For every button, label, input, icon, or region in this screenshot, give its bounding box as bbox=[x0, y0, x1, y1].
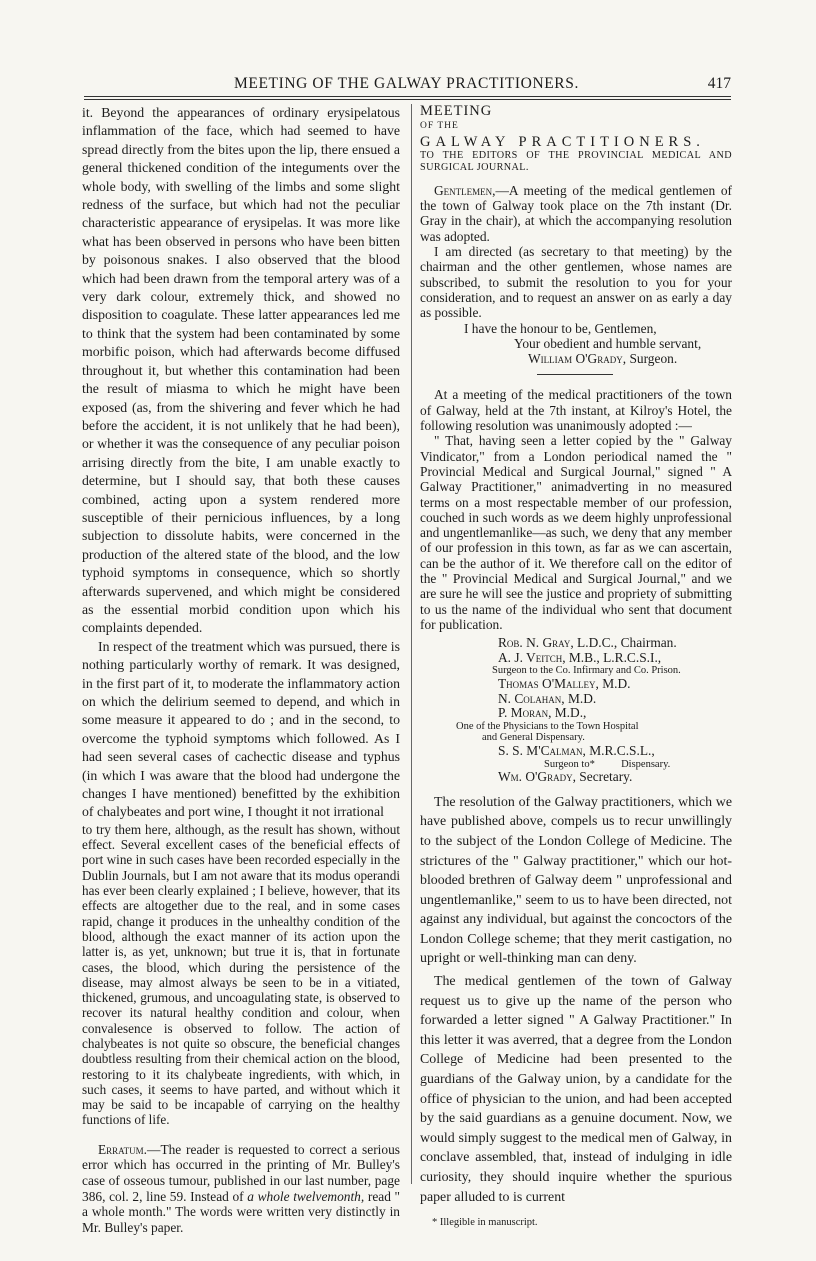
signatory-6-title: M.R.C.S.L., bbox=[585, 742, 655, 758]
letter-p1-text: —A meeting of the medical gentlemen of the town of Galway took place on the 7th instant (Dr. Gray in the chair), at which the accompanying resolution was adopted. bbox=[420, 182, 732, 244]
signatory-7-title: Secretary. bbox=[575, 769, 633, 785]
letter-close-2: Your obedient and humble servant, bbox=[514, 335, 702, 351]
signatory-5-role-1: One of the Physicians to the Town Hospital bbox=[456, 720, 639, 732]
signatory-4-title: M.D. bbox=[564, 690, 597, 706]
letter-paragraph-2: I am directed (as secretary to that meeting) by the chairman and the other gentlemen, whose names are subscribed, to submit the resolution to you for your consideration, and to request an answer on as early a day as possible. bbox=[420, 244, 732, 321]
left-column bbox=[82, 104, 400, 1235]
signatory-6 bbox=[420, 744, 732, 759]
signatory-1 bbox=[420, 636, 732, 651]
editorial-paragraph-2: The medical gentlemen of the town of Galway request us to give up the name of the person who forwarded a letter signed " A Galway Practitioner." In this letter it was averred, that a degree from the London College of Medicine had been presented to the guardians of the Galway union, by a candidate for the office of physician to the union, and had been accepted by the said guardians as a genuine document. Now, we would simply suggest to the medical men of Galway, in conclave assembled, that, instead of indulging in idle curiosity, they should inquire whether the spurious paper alluded to is current bbox=[420, 974, 732, 1205]
signatories bbox=[420, 636, 732, 785]
signatory-5-title: M.D., bbox=[551, 705, 587, 721]
signatory-6-name: S. S. M'Calman, bbox=[498, 742, 586, 758]
letter-paragraph-1 bbox=[420, 183, 732, 244]
header-rule bbox=[84, 96, 731, 97]
case-paragraph-2: In respect of the treatment which was pursued, there is nothing particularly worthy of remark. It was designed, in the first part of it, to moderate the inflammatory action on which the delirium seemed to depend, and which in some measure it appeared to do ; and in the second, to overcome the typhoid symptoms which followed. As I had seen several cases of cachectic disease and typhus (in which I was aware that the blood had undergone the changes I have mentioned) benefitted by the exhibition of chalybeates and port wine, I thought it not irrational bbox=[82, 638, 400, 820]
editorial-paragraph-1: The resolution of the Galway practitioners, which we have published above, compels us to recur unwillingly to the subject of the London College of Medicine. The strictures of the " Galway practitioner," which our hot-blooded brethren of Galway deem " unprofessional and ungentlemanlike," seem to us to have been directed, not against any individual, but against the concoctors of the London College scheme; that they merit castigation, no upright or well-thinking man can deny. bbox=[420, 794, 732, 967]
signatory-2-role: Surgeon to the Co. Infirmary and Co. Prison. bbox=[492, 665, 681, 677]
signatory-1-name: Rob. N. Gray, bbox=[498, 635, 574, 651]
signatory-2-title: M.B., L.R.C.S.I., bbox=[565, 649, 662, 665]
erratum-text-a: —The reader is requested to correct a serious error which has occurred in the printing of Mr. Bulley's case of osseous tumour, published in our last number, page 386, col. 2, line 59. Instead of bbox=[82, 1141, 400, 1204]
signatory-2 bbox=[420, 651, 732, 666]
case-paragraph-1: it. Beyond the appearances of ordinary erysipelatous inflammation of the face, which had seemed to have spread directly from the bites upon the lip, there ensued a general thickened condition of the integuments over the whole body, with swelling of the limbs and some slight redness of the surface, but which had not the peculiar characteristic appearance of erysipelas. It was more like what has been observed in persons who have been bitten by poisonous snakes. I also observed that the blood which had been drawn from the temporal artery was of a very dark colour, extremely thick, and showed no disposition to coagulate. These latter appearances led me to think that the system had been contaminated by some morbific poison, which had afterwards become diffused throughout it, but whether this contamination had been the result of miasma to which he might have been exposed (as, from the shivering and fever which he had before the accident, it is not unlikely that he had been), or whether it was the consequence of any peculiar poison arrising directly from the bite, I am unable exactly to determine, but I should say, that both these causes combined, acting upon a system rendered more susceptible of their pernicious influences, by a long subjection to dissolute habits, were concerned in the production of the altered state of the blood, and the low typhoid symptoms in consequence, which so shortly afterwards supervened, and which might be considered as the essential morbid condition upon which his complaints depended. bbox=[82, 105, 400, 636]
section-rule bbox=[537, 374, 613, 375]
resolution-text: " That, having seen a letter copied by the " Galway Vindicator," from a London periodical named the " Provincial Medical and Surgical Journal," signed " A Galway Practitioner," animadverting in no measured terms on a most respectable member of our profession, couched in such words as we deem highly unprofessional and ungentlemanlike—as such, we deny that any member of our profession in this town, as far as we can ascertain, can be the author of it. We therefore call on the editor of the " Provincial Medical and Surgical Journal," and we are sure he will see the justice and propriety of submitting to us the name of the individual who sent that document for publication. bbox=[420, 433, 732, 632]
running-title: MEETING OF THE GALWAY PRACTITIONERS. bbox=[234, 75, 579, 92]
to-editors-line: TO THE EDITORS OF THE PROVINCIAL MEDICAL AND SURGICAL JOURNAL. bbox=[420, 149, 732, 174]
resolution-intro: At a meeting of the medical practitioners of the town of Galway, held at the 7th instant, at Kilroy's Hotel, the following resolution was unanimously adopted :— bbox=[420, 387, 732, 434]
signatory-1-title: L.D.C., Chairman. bbox=[573, 635, 677, 651]
footnote: * Illegible in manuscript. bbox=[432, 1217, 538, 1229]
letter-signature bbox=[420, 351, 732, 366]
article-heading-of-the: OF THE bbox=[420, 121, 459, 132]
header-rule-thin bbox=[84, 99, 731, 100]
article-heading-meeting: MEETING bbox=[420, 103, 493, 119]
running-header bbox=[84, 74, 731, 94]
signatory-7-name: Wm. O'Grady, bbox=[498, 769, 576, 785]
signatory-5-role-2: and General Dispensary. bbox=[482, 732, 585, 744]
signatory-5-name: P. Moran, bbox=[498, 705, 552, 721]
letter-signer-name: William O'Grady, bbox=[528, 351, 627, 367]
article-heading-galway: GALWAY PRACTITIONERS. bbox=[420, 133, 705, 150]
signatory-3-name: Thomas O'Malley, bbox=[498, 675, 599, 691]
signatory-7 bbox=[420, 770, 732, 785]
right-column bbox=[420, 104, 732, 1231]
column-divider bbox=[411, 104, 412, 1184]
letter-salutation: Gentlemen, bbox=[434, 182, 496, 198]
signatory-2-name: A. J. Veitch, bbox=[498, 649, 566, 665]
erratum-label: Erratum. bbox=[98, 1141, 148, 1157]
erratum-italic: a whole twelvemonth, bbox=[247, 1188, 365, 1204]
signatory-5 bbox=[420, 706, 732, 721]
signatory-6-role: Surgeon to* Dispensary. bbox=[544, 758, 671, 770]
signatory-3-title: M.D. bbox=[598, 675, 631, 691]
erratum-text-b: read " a whole month." The words were written very distinctly in Mr. Bulley's paper. bbox=[82, 1188, 401, 1235]
erratum-note bbox=[82, 1142, 400, 1236]
letter-close-1: I have the honour to be, Gentlemen, bbox=[464, 320, 657, 336]
signatory-3 bbox=[420, 677, 732, 692]
letter-signer-title: Surgeon. bbox=[626, 351, 678, 367]
signatory-4-name: N. Colahan, bbox=[498, 690, 565, 706]
signatory-4 bbox=[420, 692, 732, 707]
page-number: 417 bbox=[707, 75, 731, 92]
case-paragraph-3: to try them here, although, as the result has shown, without effect. Several excellent cases of the beneficial effects of port wine in such cases have been recorded especially in the Dublin Journals, but I am not aware that its modus operandi has ever been clearly explained ; I believe, however, that its effects are altogether due to the real, and in some cases rapid, change it produces in the unhealthy condition of the blood, although the exact manner of its action upon the latter is, as yet, unknown; but true it is, that in fortunate cases, the blood, which during the persistence of the disease, may almost always be seen to be in a vitiated, thickened, grumous, and uncoagulating state, is observed to recover its natural healthy condition and colour, when convalesence is observed to follow. The action of chalybeates is not quite so obscure, the beneficial changes doubtless resulting from their chemical action on the blood, restoring to it its chalybeate ingredients, with which, in such cases, it seems to have parted, and without which it may be said to be incapable of carrying on the healthy functions of life. bbox=[82, 821, 400, 1128]
